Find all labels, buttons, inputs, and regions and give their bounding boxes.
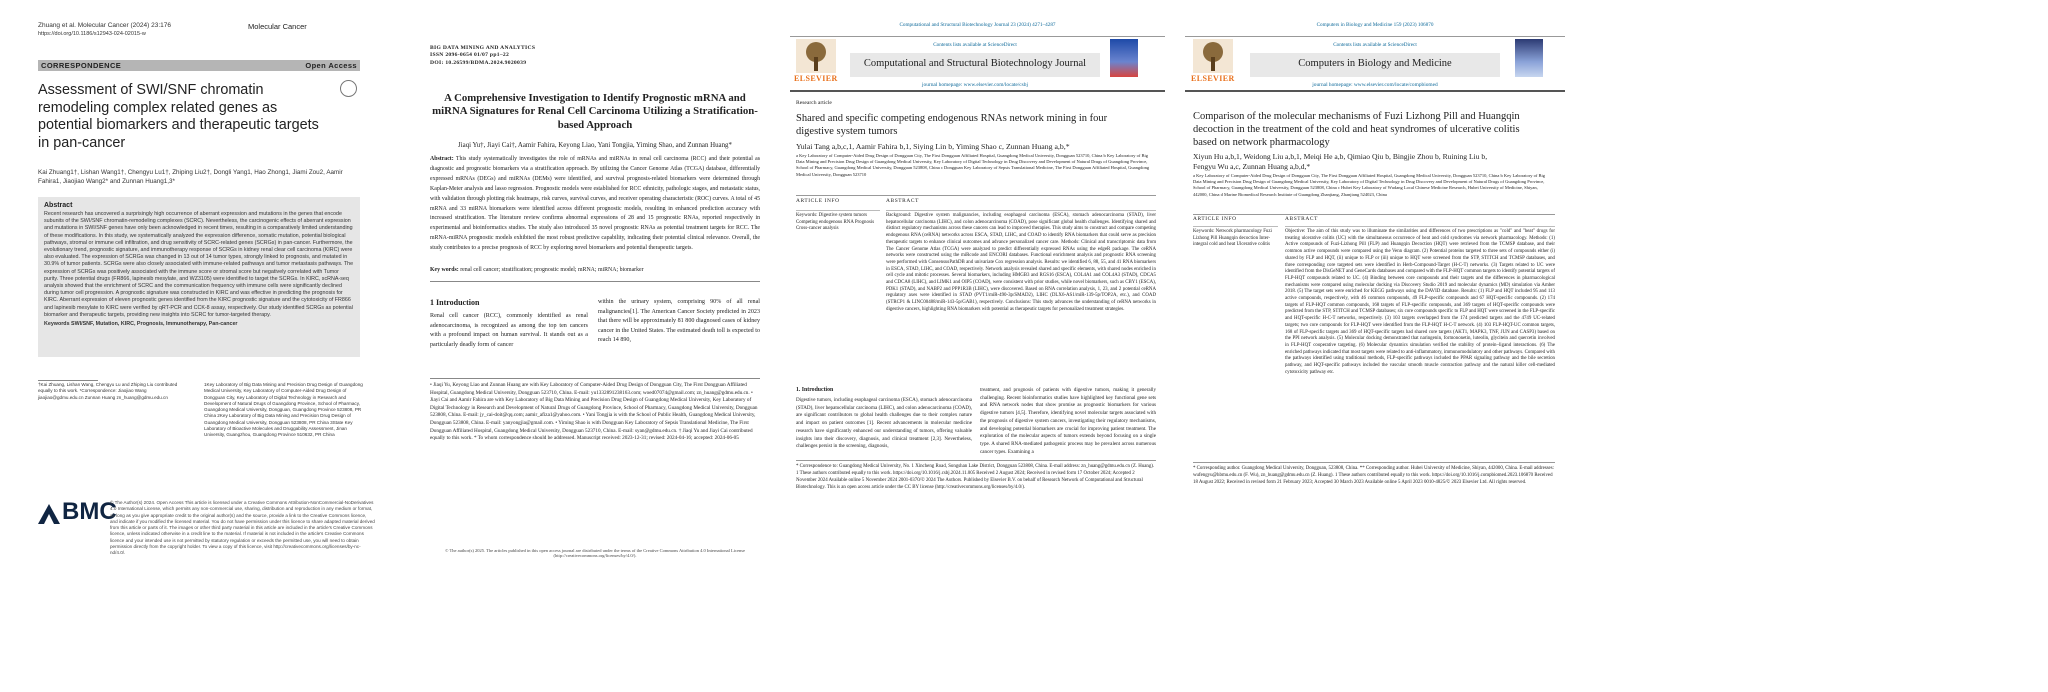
- keywords: Keywords SWI/SNF, Mutation, KIRC, Prognosis, Immunotherapy, Pan-cancer: [44, 321, 238, 328]
- intro-heading: 1. Introduction: [796, 387, 834, 393]
- keywords: Keywords: Network pharmacology Fuzi Lizhong Pill Huangqin decoction Inter-integral cold and heat Ulcerative colitis: [1193, 226, 1278, 249]
- abstract-text: Background: Digestive system malignancies, including esophageal carcinoma (ESCA), stomach adenocarcinoma (STAD), liver hepatocellular carcinoma (LIHC), and colon adenocarcinoma (COAD), pose significant global health challenges. Identifying shared and distinct regulatory mechanisms across these cancers can lead to improved therapies. This study aims to construct and compare competing endogenous RNA (ceRNA) networks across ESCA, STAD, LIHC, and COAD to identify RNA biomarkers that could serve as precision therapeutic targets to enhance clinical outcomes and advance personalized cancer care. Methods: Clinical and transcriptomic data from The Cancer Genome Atlas (TCGA) were analyzed to predict differentially expressed RNAs using the edgeR package. The ceRNA networks were constructed using the miRcode and ENCORI databases. Functional enrichment analysis and prognostic RNA screening were performed with ConsensusPathDB and univariate Cox regression analysis. Results: we identified 6, 88, 55, and 41 RNA biomarkers in ESCA, STAD, LIHC, and COAD, respectively. Network analysis revealed shared and specific elements, with shared nodes enriched in cell cycle and mitotic processes. Several biomarkers, including HMGB3 and RGS16 (ESCA), COL4A1 and COL4A3 (STAD), CDCA5 and CDCA8 (LIHC), and LIMK1 and OIP5 (COAD), were consistent with prior studies, while novel biomarkers, such as CBY1 (ESCA), PDK1 (STAD), and NABP2 and PPP1R3B (LIHC), were discovered. Based on RNA correlation analysis, 1, 23, and 2 potential ceRNA regulatory axes were identified in STAD (PVT1/miR-490-3p/SMAD2), LIHC (DLX6-AS1/miR-139-5p/TOP2A, etc.), and COAD (STRCP1 & LINC00488/miR-143-5p/GAB1), respectively. Conclusions: This study advances the understanding of ceRNA networks in digestive cancers, highlighting RNA biomarkers with potential as therapeutic targets for personalized treatment strategies.: [886, 210, 1156, 314]
- journal-meta: [430, 45, 670, 67]
- footnote-right: 1Key Laboratory of Big Data Mining and Precision Drug Design of Guangdong Medical University, Key Laboratory of Computer-Aided Drug Design of Dongguan City, Key Laboratory of Digital Technology in Research and Development of Natural Drugs of Guangdong Province, School of Pharmacy, Guangdong Medical University, Dongguan, Guangdong Province 523808, PR China 2Key Laboratory of Big Data Mining and Precision Drug Design of Guangdong Medical University, Dongguan 523808, PR China 3State Key Laboratory of Bioactive Molecules and Druggability Assessment, Jinan University, Guangzhou, Guangdong Province 510632, PR China: [204, 382, 363, 438]
- affiliations: a Key Laboratory of Computer-Aided Drug Design of Dongguan City, The First Dongguan Affiliated Hospital, Guangdong Medical University, Dongguan 523710, China b Key Laboratory of Big Data Mining and Precision Drug Design of Guangdong Medical University, Key Laboratory of Digital Technology in Drug Discovery and Development of Natural Drugs of Guangdong Province, School of Pharmacy, Guangdong Medical University, Dongguan 523808, China c Dongguan Key Laboratory of Sepsis Translational Medicine, The First Dongguan Affiliated Hospital, Guangdong Medical University, Dongguan 523710: [796, 153, 1150, 177]
- paper-page-csbj: [790, 0, 1165, 692]
- keywords-label: Key words:: [430, 267, 459, 273]
- affiliations: a Key Laboratory of Computer-Aided Drug Design of Dongguan City, The First Dongguan Affiliated Hospital, Guangdong Medical University, Dongguan 523710, China b Key Laboratory of Big Data Mining and Precision Drug Design of Guangdong Medical University, Key Laboratory of Digital Technology in Drug Discovery and Development of Natural Drugs of Guangdong Province, School of Pharmacy, Guangdong Medical University, Dongguan 523808, China c Hubei Key Laboratory of Wudang Local Chinese Medicine Research, Hubei University of Medicine, Shiyan, 442000, China d Marine Biomedical Research Institute of Guangdong Zhanjiang, Zhanjiang 524023, China: [1193, 173, 1545, 197]
- author-list: Xiyun Hu a,b,1, Weidong Liu a,b,1, Meiqi He a,b, Qimiao Qiu b, Bingjie Zhou b, Ruining Liu b, Fengyu Wu a,c, Zunnan Huang a,b,d,*: [1193, 152, 1488, 171]
- doi-link[interactable]: https://doi.org/10.1186/s12943-024-02015-w: [38, 31, 146, 37]
- check-for-updates-icon[interactable]: [340, 80, 357, 97]
- paper-title: A Comprehensive Investigation to Identify Prognostic mRNA and miRNA Signatures for Renal Cell Carcinoma Utilizing a Stratification-based Approach: [432, 92, 758, 131]
- divider: [430, 281, 760, 282]
- running-header: Zhuang et al. Molecular Cancer (2024) 23:176: [38, 22, 171, 29]
- elsevier-wordmark: ELSEVIER: [794, 74, 838, 83]
- contents-available[interactable]: Contents lists available at ScienceDirect: [933, 42, 1017, 48]
- abstract-box: [38, 197, 360, 357]
- paper-page-molecular-cancer: [0, 0, 380, 692]
- paper-page-cbm: [1185, 0, 1565, 692]
- journal-cover-image: [1515, 39, 1543, 77]
- keywords: [430, 267, 760, 273]
- footnote-left: †Kai Zhuang, Lishan Wang, Chengyu Lu and Zhiping Liu contributed equally to this work. *Correspondence: Jiaojiao Wang jiaojiao@gdmu.edu.cn Zunnan Huang zn_huang@gdmu.edu.cn: [38, 382, 178, 400]
- journal-name: Computers in Biology and Medicine: [1250, 53, 1500, 77]
- license-text: © The Author(s) 2024. Open Access This article is licensed under a Creative Commons Attribution-NonCommercial-NoDerivatives 4.0 International License, which permits any non-commercial use, sharing, distribution and reproduction in any medium or format, as long as you give appropriate credit to the original author(s) and the source, provide a link to the Creative Commons licence, and indicate if you modified the licensed material. You do not have permission under this licence to share adapted material derived from this article or parts of it. The images or other third party material in this article are included in the article's Creative Commons licence, unless indicated otherwise in a credit line to the material. If material is not included in the article's Creative Commons licence and your intended use is not permitted by statutory regulation or exceeds the permitted use, you will need to obtain permission directly from the copyright holder. To view a copy of this licence, visit http://creativecommons.org/licenses/by-nc-nd/4.0/.: [110, 500, 375, 556]
- author-list: Jiaqi Yu†, Jiayi Cai†, Aamir Fahira, Keyong Liao, Yani Tongjia, Yiming Shao, and Zunnan Huang*: [458, 142, 732, 149]
- journal-name: Computational and Structural Biotechnology Journal: [850, 53, 1100, 77]
- abstract-heading: ABSTRACT: [886, 198, 919, 204]
- intro-right-column: treatment, and prognosis of patients with digestive tumors, making it generally challenging. Recent bioinformatics studies have highlighted key functional gene sets and RNA network nodes that show promise as prognostic biomarkers for various digestive tumors [4,5]. Therefore, identifying novel molecular targets associated with the prognosis of digestive system cancers, investigating their regulatory mechanisms, and developing potential biomarkers are crucial for improving patient treatment. The exploration of the molecular aspects of tumors extends beyond focusing on a single type. A shared RNA-mediated pathogenic process may be prevalent across numerous cancer types. Examining a: [980, 387, 1156, 455]
- elsevier-tree-icon: [796, 39, 836, 73]
- doi: DOI: 10.26599/BDMA.2024.9020039: [430, 59, 527, 66]
- divider: [796, 195, 1156, 196]
- abstract-heading: Abstract: [44, 202, 73, 209]
- journal-citation[interactable]: Computers in Biology and Medicine 159 (2023) 106870: [1316, 22, 1434, 28]
- abstract-text: Objective: The aim of this study was to illuminate the similarities and differences of two prescriptions as "cold" and "heat" drugs for treating ulcerative colitis (UC) with the simultaneous occurrence of heat and cold syndromes via network pharmacology. Methods: (1) Active compounds of Fuzi-Lizhong Pill (FLP) and Huangqin Decoction (HQT) were retrieved from the TCMSP database, and their common active compounds were compared using the Venn diagram. (2) Potential proteins targeted to three sets of compounds either (i) shared by FLP and HQT, (ii) unique to FLP or (iii) unique to HQT were screened from the STP, STITCH and TCMSP databases, and three corresponding core targeted sets were identified in Herb-Compound-Target (H-C-T) networks. (3) Targets related to UC were identified from the DisGeNET and GeneCards databases and compared with the FLP-HQT common targets to identify potential targets of FLP-HQT compounds related to UC. (4) Binding between core compounds and their targets and the differences in pharmacological mechanisms were compared using molecular docking via Discovery Studio 2019 and molecular dynamics (MD) simulation via Amber 2018. (5) The target sets were enriched for KEGG pathways using the DAVID database. Results: (1) FLP and HQT included 95 and 113 active compounds, respectively, with 46 common compounds, 49 FLP-specific compounds and 67 HQT-specific compounds. (2) 174 targets of FLP-HQT common compounds, 168 targets of FLP-specific compounds, and 369 targets of HQT-specific compounds were predicted from the STP, STITCH and TCMSP databases; six core compounds specific to FLP and HQT were screened in the FLP-specific and HQT-specific H-C-T networks, respectively. (3) 103 targets overlapped from the 174 predicted targets and the 4749 UC-related targets; two core compounds for FLP-HQT were identified from the FLP-HQT H-C-T network. (4) 103 FLP-HQT-UC common targets, 168 of FLP-specific targets and 369 of HQT-specific targets had shared core targets (AKT1, MAPK3, TNF, JUN and CASP3) based on the PPI network analysis. (5) Molecular docking demonstrated that naringenin, formononetin, luteolin, glycitein and quercetin involved in FLP-HQT cooperative targeting. (6) Molecular dynamics simulation verified the stability of protein–ligand interactions. (6) The enriched pathways indicated that most targets were related to anti-inflammatory, immunomodulatory and other pathways. Compared with the pathways identified using traditional methods, FLP-specific pathways included the PPAR signaling pathway and the bile secretion pathway, and HQT-specific pathways included the vascular smooth muscle contraction pathway and the natural killer cell-mediated cytotoxicity pathway etc.: [1285, 226, 1555, 376]
- intro-left-column: Digestive tumors, including esophageal carcinoma (ESCA), stomach adenocarcinoma (STAD), liver hepatocellular carcinoma (LIHC), and colon adenocarcinoma (COAD), are significant contributors to global health challenges due to their complex nature and impact on patient outcomes [1]. Recent advancements in molecular medicine research have significantly enhanced our understanding of tumors, offering valuable insights into their discovery, diagnosis, and clinical treatment [2,3]. Nevertheless, challenges persist in the screening, diagnosis,: [796, 397, 972, 450]
- article-footer: * Correspondence to: Guangdong Medical University, No. 1 Xincheng Road, Songshan Lake District, Dongguan 523808, China. E-mail address: zn_huang@gdmu.edu.cn (Z. Huang). 1 These authors contributed equally to this work. https://doi.org/10.1016/j.csbj.2024.11.005 Received 2 August 2024; Received in revised form 17 October 2024; Accepted 2 November 2024 Available online 5 November 2024 2001-0370/© 2024 The Authors. Published by Elsevier B.V. on behalf of Research Network of Computational and Structural Biotechnology. This is an open access article under the CC BY license (http://creativecommons.org/licenses/by/4.0/).: [796, 460, 1156, 491]
- section-band: [38, 60, 360, 71]
- section-label: CORRESPONDENCE: [41, 61, 122, 70]
- article-footer: * Corresponding author. Guangdong Medical University, Dongguan, 523808, China. ** Corresponding author. Hubei University of Medicine, Shiyan, 442000, China. E-mail addresses: wufengyu@hbmu.edu.cn (F. Wu), zn_huang@gdmu.edu.cn (Z. Huang). 1 These authors contributed equally to this work. https://doi.org/10.1016/j.compbiomed.2023.106870 Received 18 August 2022; Received in revised form 21 February 2023; Accepted 30 March 2023 Available online 5 April 2023 0010-4825/© 2023 Elsevier Ltd. All rights reserved.: [1193, 462, 1555, 486]
- journal-homepage[interactable]: journal homepage: www.elsevier.com/locate/csbj: [922, 82, 1028, 88]
- author-list: Kai Zhuang1†, Lishan Wang1†, Chengyu Lu1†, Zhiping Liu2†, Dongli Yang1, Hao Zhong1, Jiami Zou2, Aamir Fahira1, Jiaojiao Wang2* and Zunnan Huang1,3*: [38, 169, 343, 185]
- abstract-text: Recent research has uncovered a surprisingly high occurrence of aberrant expression and mutations in the genes that encode subunits of the SWI/SNF chromatin-remodeling complexes (SCRC). Nevertheless, the carcinogenic effects of aberrant expression and mutations in SWI/SNF genes have only been acknowledged in recent times, resulting in a comparatively limited understanding of these modifications. In this study, we systematically analyzed the expression difference, somatic mutation, potential biological pathways, stromal or immune cell infiltration, and drug sensitivity of SCRC-related genes (SCRGs) in pan-cancer. Furthermore, the evolutionary trend, prognostic signature, and immunotherapy response of SCRGs in kidney renal clear cell carcinoma (KIRC) were also evaluated. The expression of SCRGs was changed in 13 out of 14 tumor types, strongly linked to prognosis, and mutated in 30.9% of tumor patients. SCRGs were also closely associated with immune-related pathways and tumor metastasis pathways. The expression of SCRGs was positively associated with the immune score or stromal score but negatively correlated with Tumor purity. Three potential drugs (FR866, lapinesib mesylate, and WZ3105) were identified to target the SCRGs. In KIRC, scRNA-seq analysis showed that the enrichment of SCRC and the communication frequency with immune cells were significantly declined during tumor cell progression. A prognostic signature was constructed in KIRC and was effective in predicting the prognosis for KIRC. Aberrant expression of eleven prognostic genes identified from the KIRC prognostic signature and the cytotoxicity of FR866 and lapinesib mesylate to KIRC were verified by qRT-PCR and CCK-8 assay, respectively. Our study identified SCRGs as potential biomarker and therapeutic targets, providing new insights into SCRC for tumor-targeted therapy.: [44, 211, 354, 318]
- open-access-label: Open Access: [305, 61, 357, 70]
- journal-name: BIG DATA MINING AND ANALYTICS: [430, 45, 536, 51]
- affiliations-footnote: • Jiaqi Yu, Keyong Liao and Zunnan Huang are with Key Laboratory of Computer-Aided Drug Design of Dongguan City, The First Dongguan Affiliated Hospital, Guangdong Medical University, Dongguan 523710, China. E-mail: yu1332891238163.com; woed07074@gmail.com; zn_huang@gdmu.edu.cn. • Jiayi Cai and Aamir Fahira are with Key Laboratory of Big Data Mining and Precision Drug Design of Guangdong Medical University, Key Laboratory of Digital Technology in Research and Development of Natural Drugs of Guangdong Province, School of Pharmacy, Guangdong Medical University, Dongguan 523808, China. E-mail: jy_cai-doit@qq.com; aamir_afiza1@yahoo.com. • Yani Tongjia is with the School of Public Health, Guangdong Medical University, Dongguan 523808, China. E-mail: yanyongjia@gmail.com. • Yiming Shao is with Dongguan Key Laboratory of Sepsis Translational Medicine, The First Dongguan Affiliated Hospital, Guangdong Medical University, Dongguan 523710, China. E-mail: syan@gdmu.edu.cn. † Jiaqi Yu and Jiayi Cai contributed equally to this work. * To whom correspondence should be addressed. Manuscript received: 2023-12-31; revised: 2024-04-16; accepted: 2024-06-05: [430, 378, 760, 443]
- paper-page-bdma: [400, 0, 785, 692]
- footnote-rule: [38, 380, 98, 381]
- intro-heading: 1 Introduction: [430, 298, 480, 307]
- abstract-label: Abstract:: [430, 156, 454, 162]
- paper-title: Shared and specific competing endogenous RNAs network mining in four digestive system tumors: [796, 113, 1108, 137]
- elsevier-wordmark: ELSEVIER: [1191, 74, 1235, 83]
- article-info-heading: ARTICLE INFO: [1193, 216, 1237, 222]
- journal-name: Molecular Cancer: [248, 22, 307, 31]
- intro-left-column: Renal cell cancer (RCC), commonly identified as renal adenocarcinoma, is recognized as among the top ten cancers with a profound impact on human survival. It stands out as a particularly deadly form of cancer: [430, 313, 588, 348]
- publisher-logo: BMC: [62, 498, 117, 525]
- divider: [1193, 214, 1555, 215]
- journal-citation[interactable]: Computational and Structural Biotechnology Journal 23 (2024) 4271–4287: [899, 22, 1056, 28]
- contents-available[interactable]: Contents lists available at ScienceDirect: [1333, 42, 1417, 48]
- abstract: [430, 155, 760, 254]
- keywords: Keywords: Digestive system tumors Competing endogenous RNA Prognosis Cross-cancer analysis: [796, 210, 880, 233]
- abstract-heading: ABSTRACT: [1285, 216, 1318, 222]
- journal-homepage[interactable]: journal homepage: www.elsevier.com/locate/compbiomed: [1312, 82, 1438, 88]
- journal-cover-image: [1110, 39, 1138, 77]
- elsevier-tree-icon: [1193, 39, 1233, 73]
- author-list: Yulai Tang a,b,c,1, Aamir Fahira b,1, Siying Lin b, Yiming Shao c, Zunnan Huang a,b,*: [796, 142, 1070, 151]
- license-footer: © The author(s) 2025. The articles published in this open access journal are distributed under the terms of the Creative Commons Attribution 4.0 International License (http://creativecommons.org/licenses/by/4.0/).: [445, 548, 745, 558]
- issn: ISSN 2096-0654 01/07 pp1–22: [430, 52, 510, 59]
- abstract-text: This study systematically investigates the role of mRNAs and miRNAs in renal cell carcinoma (RCC) and their potential as diagnostic and prognostic biomarkers via a stratification approach. By utilizing the Cancer Genome Atlas (TCGA) database, differentially expressed mRNAs (DEGs) and miRNAs (DEMs) were identified, and survival prognosis-related biomarkers were determined through Kaplan-Meier analysis and lasso regression. Prognostic models were established for RCC ethnicity, pathologic stages, and metastatic status, with validation through plotting risk heatmaps, risk curves, survival curves, and receiver operating characteristic (ROC) curves. A total of 45 mRNA and 33 miRNA biomarkers were identified across different prognostic models, resulting in enhanced prediction accuracy with increased stratification. The literature review confirms abnormal expressions of 28 and 15 prognostic RNAs, reported respectively in experimental and bioinformatics studies. The study also introduced 35 novel prognostic RNAs as potential treatment targets for RCC. The mRNA-miRNA prognostic models exhibited the most robust predictive capability, indicating their potential clinical relevance. Overall, the study contributes to a precise prognosis of RCC by exploring novel biomarkers and potential therapeutic targets.: [430, 156, 760, 252]
- paper-title: Comparison of the molecular mechanisms of Fuzi Lizhong Pill and Huangqin decoction in the treatment of the cold and heat syndromes of ulcerative colitis based on network pharmacology: [1193, 111, 1520, 148]
- keywords-text: renal cell cancer; stratification; prognostic model; mRNA; miRNA; biomarker: [460, 267, 644, 273]
- bmc-logo-icon: [38, 504, 60, 524]
- article-type: Research article: [796, 100, 832, 106]
- paper-title: Assessment of SWI/SNF chromatin remodeling complex related genes as potential biomarkers and therapeutic targets in pan-cancer: [38, 82, 319, 151]
- article-info-heading: ARTICLE INFO: [796, 198, 840, 204]
- intro-right-column: within the urinary system, comprising 90% of all renal malignancies[1]. The American Cancer Society predicted in 2023 that there will be approximately 81 800 diagnosed cases of kidney cancer in the United States. The estimated death toll is expected to reach 14 890,: [598, 299, 760, 344]
